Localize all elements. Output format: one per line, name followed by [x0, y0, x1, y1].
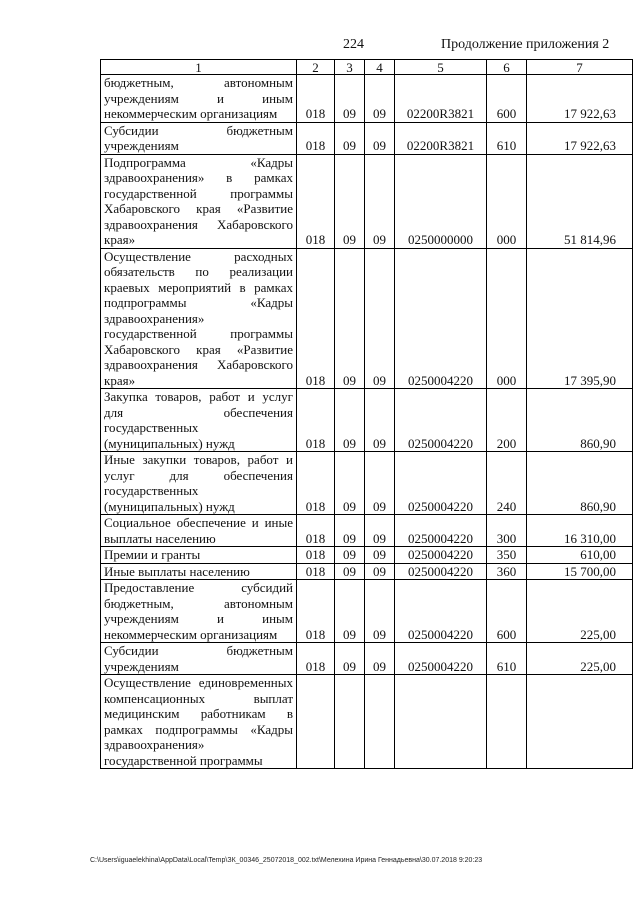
expense-type: 200: [487, 389, 527, 452]
table-row: [101, 154, 633, 248]
col-header-1: 1: [101, 60, 297, 75]
subsection-code: 09: [365, 452, 395, 515]
section-code: 09: [335, 563, 365, 580]
amount: 51 814,96: [527, 154, 633, 248]
section-code: 09: [335, 75, 365, 123]
section-code: 09: [335, 643, 365, 675]
row-name: Социальное обеспечение и иные выплаты населению: [101, 515, 297, 547]
continuation-heading: Продолжение приложения 2: [441, 37, 610, 52]
section-code: 09: [335, 248, 365, 389]
amount: 225,00: [527, 580, 633, 643]
section-code: 09: [335, 580, 365, 643]
section-code: 09: [335, 122, 365, 154]
table-row: [101, 389, 633, 452]
expense-type: 300: [487, 515, 527, 547]
amount: 860,90: [527, 452, 633, 515]
amount: [527, 675, 633, 769]
row-name: бюджетным, автономным учреждениям и иным некоммерческим организациям: [101, 75, 297, 123]
page-number: 224: [343, 37, 364, 52]
admin-code: 018: [297, 515, 335, 547]
row-name: Субсидии бюджетным учреждениям: [101, 643, 297, 675]
target-article: 02200R3821: [395, 122, 487, 154]
subsection-code: [365, 675, 395, 769]
table-row: [101, 452, 633, 515]
target-article: [395, 675, 487, 769]
target-article: 0250004220: [395, 515, 487, 547]
admin-code: 018: [297, 122, 335, 154]
expense-type: [487, 675, 527, 769]
row-name: Иные выплаты населению: [101, 563, 297, 580]
target-article: 0250004220: [395, 643, 487, 675]
target-article: 0250004220: [395, 563, 487, 580]
expense-type: 350: [487, 547, 527, 564]
col-header-2: 2: [297, 60, 335, 75]
col-header-6: 6: [487, 60, 527, 75]
row-name: Закупка товаров, работ и услуг для обеспечения государственных (муниципальных) нужд: [101, 389, 297, 452]
footer-file-path: C:\Users\iguaelekhina\AppData\Local\Temp\ЗК_00346_25072018_002.txt\Мелехина Ирина Геннадьевна\30.07.2018 9:20:23: [90, 857, 483, 864]
target-article: 0250000000: [395, 154, 487, 248]
amount: 610,00: [527, 547, 633, 564]
col-header-7: 7: [527, 60, 633, 75]
table-row: [101, 122, 633, 154]
target-article: 0250004220: [395, 580, 487, 643]
table-row: [101, 248, 633, 389]
row-name: Иные закупки товаров, работ и услуг для обеспечения государственных (муниципальных) нужд: [101, 452, 297, 515]
admin-code: 018: [297, 563, 335, 580]
target-article: 0250004220: [395, 547, 487, 564]
expense-type: 610: [487, 643, 527, 675]
section-code: 09: [335, 515, 365, 547]
header-row: [101, 60, 633, 75]
subsection-code: 09: [365, 563, 395, 580]
section-code: [335, 675, 365, 769]
admin-code: 018: [297, 389, 335, 452]
table-row: [101, 75, 633, 123]
row-name: Подпрограмма «Кадры здравоохранения» в рамках государственной программы Хабаровского края «Развитие здравоохранения Хабаровского края»: [101, 154, 297, 248]
amount: 17 922,63: [527, 75, 633, 123]
subsection-code: 09: [365, 389, 395, 452]
table-row: [101, 643, 633, 675]
budget-table: [100, 59, 633, 769]
amount: 15 700,00: [527, 563, 633, 580]
expense-type: 600: [487, 75, 527, 123]
expense-type: 600: [487, 580, 527, 643]
table-row: [101, 563, 633, 580]
subsection-code: 09: [365, 248, 395, 389]
admin-code: 018: [297, 643, 335, 675]
expense-type: 240: [487, 452, 527, 515]
expense-type: 360: [487, 563, 527, 580]
target-article: 0250004220: [395, 248, 487, 389]
target-article: 0250004220: [395, 452, 487, 515]
amount: 16 310,00: [527, 515, 633, 547]
admin-code: 018: [297, 75, 335, 123]
admin-code: 018: [297, 580, 335, 643]
row-name: Субсидии бюджетным учреждениям: [101, 122, 297, 154]
subsection-code: 09: [365, 547, 395, 564]
subsection-code: 09: [365, 154, 395, 248]
expense-type: 000: [487, 248, 527, 389]
subsection-code: 09: [365, 580, 395, 643]
row-name: Осуществление единовременных компенсационных выплат медицинским работникам в рамках подпрограммы «Кадры здравоохранения» государственной программы: [101, 675, 297, 769]
admin-code: 018: [297, 452, 335, 515]
admin-code: [297, 675, 335, 769]
section-code: 09: [335, 154, 365, 248]
col-header-5: 5: [395, 60, 487, 75]
amount: 860,90: [527, 389, 633, 452]
row-name: Предоставление субсидий бюджетным, автономным учреждениям и иным некоммерческим организациям: [101, 580, 297, 643]
col-header-3: 3: [335, 60, 365, 75]
table-row: [101, 580, 633, 643]
admin-code: 018: [297, 547, 335, 564]
row-name: Премии и гранты: [101, 547, 297, 564]
amount: 225,00: [527, 643, 633, 675]
subsection-code: 09: [365, 643, 395, 675]
section-code: 09: [335, 452, 365, 515]
expense-type: 000: [487, 154, 527, 248]
amount: 17 922,63: [527, 122, 633, 154]
expense-type: 610: [487, 122, 527, 154]
table-row: [101, 547, 633, 564]
amount: 17 395,90: [527, 248, 633, 389]
target-article: 0250004220: [395, 389, 487, 452]
col-header-4: 4: [365, 60, 395, 75]
subsection-code: 09: [365, 75, 395, 123]
target-article: 02200R3821: [395, 75, 487, 123]
subsection-code: 09: [365, 122, 395, 154]
row-name: Осуществление расходных обязательств по реализации краевых мероприятий в рамках подпрограммы «Кадры здравоохранения» государственной программы Хабаровского края «Развитие здравоохранения Хабаровского края»: [101, 248, 297, 389]
table-row: [101, 515, 633, 547]
subsection-code: 09: [365, 515, 395, 547]
admin-code: 018: [297, 154, 335, 248]
table-row: [101, 675, 633, 769]
admin-code: 018: [297, 248, 335, 389]
section-code: 09: [335, 389, 365, 452]
section-code: 09: [335, 547, 365, 564]
